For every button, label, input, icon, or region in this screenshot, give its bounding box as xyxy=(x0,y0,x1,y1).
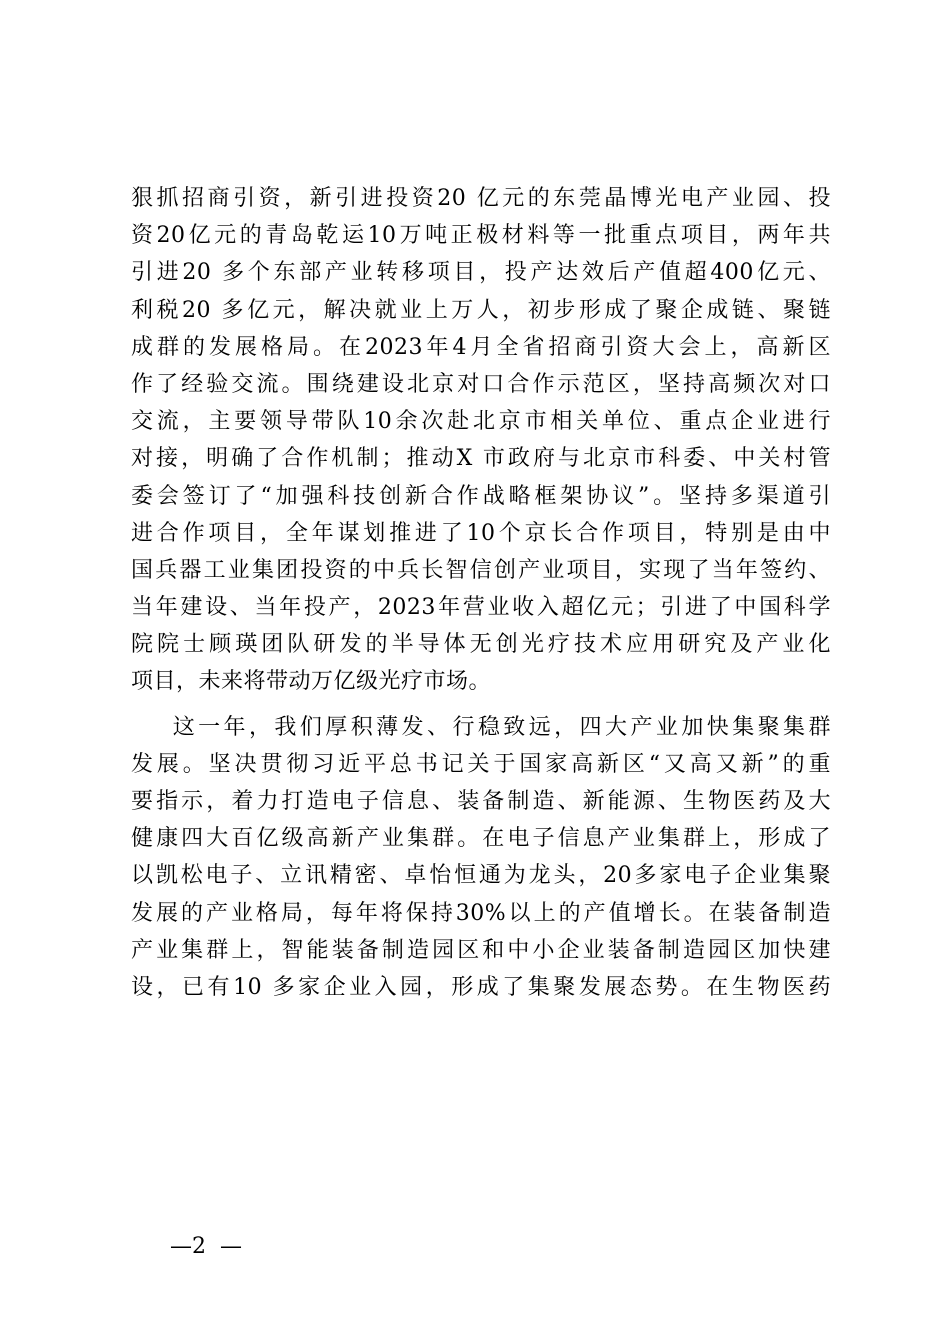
text-line: 成群的发展格局。在2023年4月全省招商引资大会上，高新区 xyxy=(131,334,831,360)
paragraph-1 xyxy=(131,180,831,701)
text-line: 资20亿元的青岛乾运10万吨正极材料等一批重点项目，两年共 xyxy=(131,223,831,249)
text-line: 项目，未来将带动万亿级光疗市场。 xyxy=(131,669,492,695)
text-line: 利税20 多亿元，解决就业上万人，初步形成了聚企成链、聚链 xyxy=(131,297,831,323)
text-line: 发展的产业格局，每年将保持30%以上的产值增长。在装备制造 xyxy=(131,900,831,926)
text-line: 健康四大百亿级高新产业集群。在电子信息产业集群上，形成了 xyxy=(131,826,831,852)
text-line: 设，已有10 多家企业入园，形成了集聚发展态势。在生物医药 xyxy=(131,974,831,1000)
text-line: 引进20 多个东部产业转移项目，投产达效后产值超400亿元、 xyxy=(131,260,831,286)
text-line: 作了经验交流。围绕建设北京对口合作示范区，坚持高频次对口 xyxy=(131,371,831,397)
text-line: 产业集群上，智能装备制造园区和中小企业装备制造园区加快建 xyxy=(131,937,831,963)
text-line: 狠抓招商引资，新引进投资20 亿元的东莞晶博光电产业园、投 xyxy=(131,186,831,211)
body-text xyxy=(131,180,831,1006)
text-line: 交流，主要领导带队10余次赴北京市相关单位、重点企业进行 xyxy=(131,409,831,435)
text-line: 国兵器工业集团投资的中兵长智信创产业项目，实现了当年签约、 xyxy=(131,557,831,583)
text-line: 发展。坚决贯彻习近平总书记关于国家高新区“又高又新”的重 xyxy=(131,751,831,777)
text-line: 这一年，我们厚积薄发、行稳致远，四大产业加快集聚集群 xyxy=(131,714,831,740)
paragraph-2 xyxy=(131,709,831,1007)
text-line: 委会签订了“加强科技创新合作战略框架协议”。坚持多渠道引 xyxy=(131,483,831,509)
page-number: —2 — xyxy=(170,1234,242,1259)
text-line: 进合作项目，全年谋划推进了10个京长合作项目，特别是由中 xyxy=(131,520,831,546)
text-line: 对接，明确了合作机制；推动X 市政府与北京市科委、中关村管 xyxy=(131,446,831,472)
paragraph-gap xyxy=(131,701,831,709)
text-line: 要指示，着力打造电子信息、装备制造、新能源、生物医药及大 xyxy=(131,789,831,814)
text-line: 院院士顾瑛团队研发的半导体无创光疗技术应用研究及产业化 xyxy=(131,632,831,658)
text-line: 以凯松电子、立讯精密、卓怡恒通为龙头，20多家电子企业集聚 xyxy=(131,863,831,889)
text-line: 当年建设、当年投产，2023年营业收入超亿元；引进了中国科学 xyxy=(131,595,831,621)
